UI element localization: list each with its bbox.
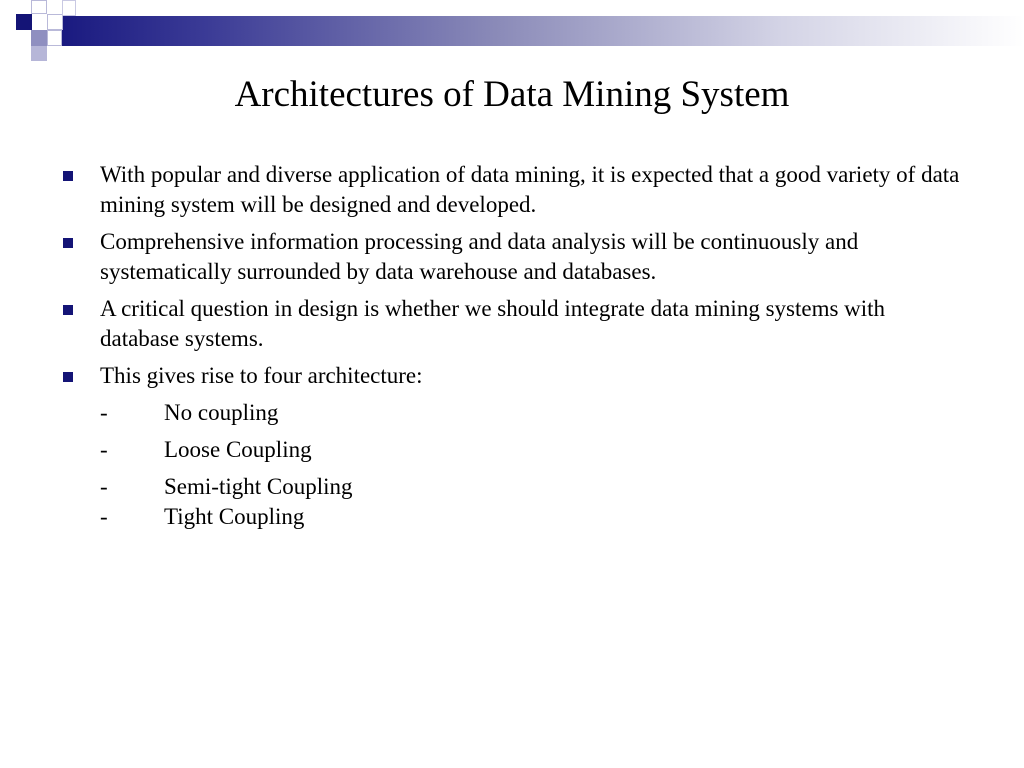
decor-square bbox=[47, 30, 62, 46]
dash-marker: - bbox=[100, 474, 108, 499]
dash-marker: - bbox=[100, 437, 108, 462]
decor-square bbox=[31, 0, 47, 14]
decor-square bbox=[16, 14, 32, 30]
bullet-text: With popular and diverse application of data mining, it is expected that a good variety of data mining system will be designed and developed. bbox=[100, 162, 960, 217]
sub-item-tight-coupling bbox=[62, 502, 962, 532]
dash-marker: - bbox=[100, 400, 108, 425]
sub-item-text: Loose Coupling bbox=[164, 437, 312, 462]
bullet-text: A critical question in design is whether we should integrate data mining systems with database systems. bbox=[100, 296, 886, 351]
square-bullet-icon bbox=[63, 238, 73, 248]
decor-square bbox=[31, 46, 47, 61]
decor-square bbox=[62, 0, 76, 16]
bullet-item bbox=[62, 227, 962, 287]
bullet-item bbox=[62, 294, 962, 354]
bullet-text: Comprehensive information processing and data analysis will be continuously and systematically surrounded by data warehouse and databases. bbox=[100, 229, 859, 284]
sub-item-text: No coupling bbox=[164, 400, 279, 425]
sub-item-semi-tight-coupling bbox=[62, 472, 962, 502]
slide-title: Architectures of Data Mining System bbox=[234, 74, 790, 115]
decor-square bbox=[47, 14, 63, 30]
dash-marker: - bbox=[100, 504, 108, 529]
gradient-bar bbox=[62, 16, 1024, 46]
square-bullet-icon bbox=[63, 372, 73, 382]
square-bullet-icon bbox=[63, 305, 73, 315]
slide-content bbox=[62, 160, 962, 532]
sub-item-no-coupling bbox=[62, 398, 962, 428]
sub-item-loose-coupling bbox=[62, 435, 962, 465]
header-banner bbox=[0, 0, 1024, 62]
square-bullet-icon bbox=[63, 171, 73, 181]
bullet-text: This gives rise to four architecture: bbox=[100, 363, 423, 388]
sub-item-text: Semi-tight Coupling bbox=[164, 474, 353, 499]
decor-square bbox=[31, 30, 47, 46]
sub-item-text: Tight Coupling bbox=[164, 504, 305, 529]
bullet-item bbox=[62, 361, 962, 391]
bullet-item bbox=[62, 160, 962, 220]
